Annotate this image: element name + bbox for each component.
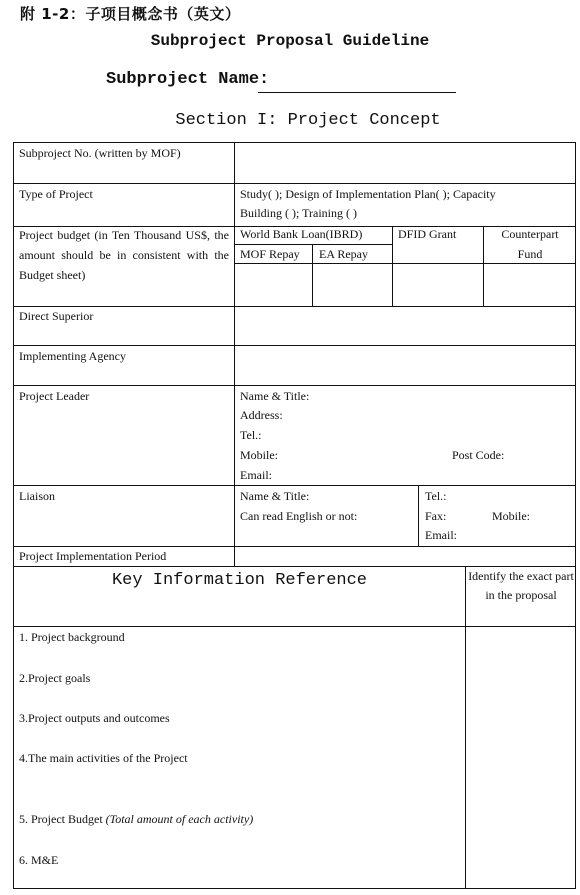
- counterpart-fund-header: Counterpart Fund: [501, 227, 559, 261]
- liaison-column-divider: [418, 485, 419, 546]
- liaison-english[interactable]: Can read English or not:: [240, 509, 358, 523]
- liaison-email[interactable]: Email:: [425, 528, 457, 542]
- leader-post-code[interactable]: Post Code:: [452, 448, 505, 462]
- mof-repay-field[interactable]: [236, 265, 311, 305]
- label-column-divider: [234, 142, 235, 567]
- dfid-grant-field[interactable]: [394, 265, 482, 305]
- key-item-outputs: 3.Project outputs and outcomes: [19, 711, 170, 725]
- key-item-budget-note: (Total amount of each activity): [105, 812, 254, 826]
- table-border-right: [575, 142, 576, 889]
- implementing-agency-field[interactable]: [236, 347, 574, 384]
- type-of-project-label: Type of Project: [19, 187, 93, 201]
- identify-header: Identify the exact part in the proposal: [468, 569, 574, 602]
- type-options-line1[interactable]: Study( ); Design of Implementation Plan( ); Capacity: [240, 187, 496, 201]
- liaison-label: Liaison: [19, 489, 55, 503]
- leader-email[interactable]: Email:: [240, 468, 272, 482]
- direct-superior-field[interactable]: [236, 308, 574, 344]
- type-options-line2[interactable]: Building ( ); Training ( ): [240, 206, 358, 220]
- budget-column-divider: [392, 226, 393, 306]
- ea-repay-header: EA Repay: [319, 247, 368, 261]
- mof-repay-header: MOF Repay: [240, 247, 300, 261]
- implementation-period-label: Project Implementation Period: [19, 549, 167, 563]
- counterpart-fund-field[interactable]: [485, 265, 574, 305]
- row-divider: [13, 306, 576, 307]
- ea-repay-field[interactable]: [314, 265, 391, 305]
- subproject-name-label: Subproject Name:: [106, 70, 270, 89]
- leader-address[interactable]: Address:: [240, 408, 283, 422]
- key-item-budget-row: [19, 809, 253, 829]
- section-title: Section I: Project Concept: [175, 111, 441, 130]
- key-item-me: 6. M&E: [19, 853, 59, 867]
- key-item-budget: 5. Project Budget: [19, 812, 103, 826]
- identify-column-divider: [465, 566, 466, 889]
- header-note: 附 1-2：子项目概念书（英文）: [20, 5, 241, 23]
- liaison-mobile[interactable]: Mobile:: [492, 509, 530, 523]
- budget-column-divider: [312, 244, 313, 306]
- document-title: Subproject Proposal Guideline: [150, 32, 430, 50]
- liaison-name-title[interactable]: Name & Title:: [240, 489, 310, 503]
- identify-column-field[interactable]: [467, 628, 574, 887]
- key-info-title: Key Information Reference: [111, 571, 368, 590]
- key-item-background: 1. Project background: [19, 630, 125, 644]
- leader-name-title[interactable]: Name & Title:: [240, 389, 310, 403]
- leader-mobile[interactable]: Mobile:: [240, 448, 278, 462]
- implementation-period-field[interactable]: [236, 547, 574, 565]
- budget-column-divider: [483, 226, 484, 306]
- table-border-left: [13, 142, 14, 889]
- direct-superior-label: Direct Superior: [19, 309, 94, 323]
- liaison-fax[interactable]: Fax:: [425, 509, 447, 523]
- subproject-no-label: Subproject No. (written by MOF): [19, 146, 181, 160]
- subproject-no-field[interactable]: [236, 144, 574, 182]
- leader-tel[interactable]: Tel.:: [240, 428, 262, 442]
- liaison-tel[interactable]: Tel.:: [425, 489, 447, 503]
- subproject-name-field[interactable]: [258, 92, 456, 93]
- world-bank-loan-header: World Bank Loan(IBRD): [240, 227, 363, 241]
- implementing-agency-label: Implementing Agency: [19, 349, 126, 363]
- project-budget-label: Project budget (in Ten Thousand US$, the amount should be in consistent with the Budget sheet): [19, 228, 229, 282]
- key-item-activities: 4.The main activities of the Project: [19, 751, 188, 765]
- table-border-bottom: [13, 888, 576, 889]
- project-leader-label: Project Leader: [19, 389, 90, 403]
- key-item-goals: 2.Project goals: [19, 671, 91, 685]
- dfid-grant-header: DFID Grant: [398, 227, 457, 241]
